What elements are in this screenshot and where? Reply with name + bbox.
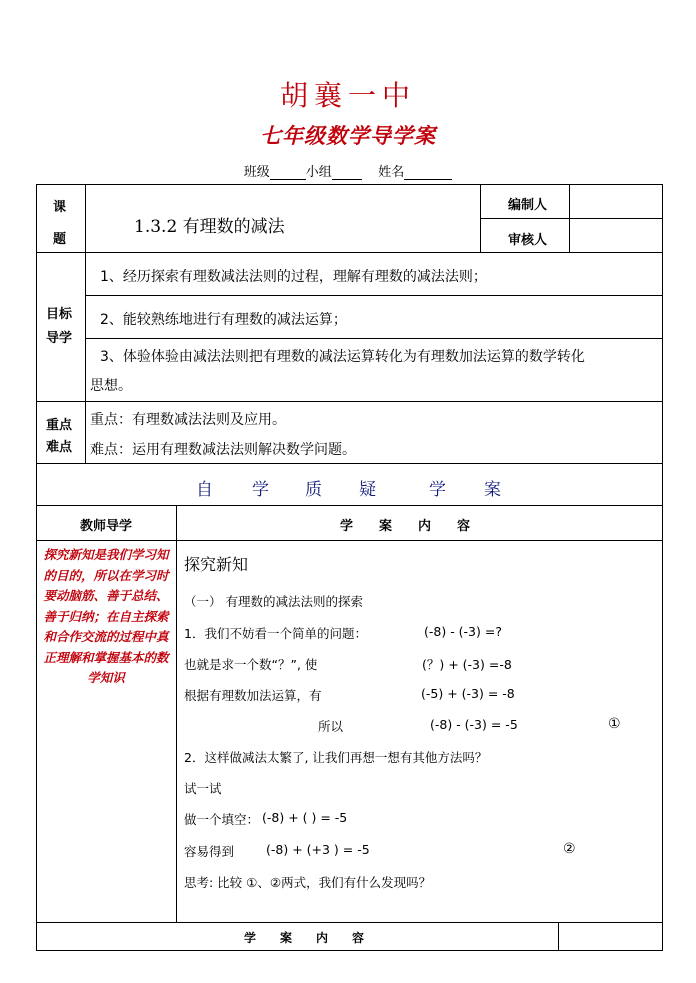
line-2-text: 也就是求一个数“？”, 使	[184, 657, 318, 672]
banner-char: 自	[196, 480, 213, 500]
banner-char: 案	[484, 480, 501, 500]
banner-char: 学	[252, 480, 269, 500]
class-info-line	[0, 161, 696, 180]
try-label: 试一试	[184, 781, 222, 796]
goal-item: 2、能较熟练地进行有理数的减法运算；	[100, 312, 347, 328]
line-3-expression: (-5) + (-3) = -8	[421, 686, 515, 701]
editor-label: 编制人	[508, 198, 548, 213]
equation-marker-1: ①	[608, 716, 621, 732]
group-label: 小组	[305, 165, 332, 180]
easy-expression: (-8) + (+3 ) = -5	[266, 842, 370, 857]
difficulty-point: 难点：运用有理数减法法则解决数学问题。	[90, 442, 356, 458]
key-point: 重点：有理数减法法则及应用。	[90, 412, 286, 428]
think-prompt: 思考: 比较 ①、②两式，我们有什么发现吗？	[184, 875, 432, 890]
reviewer-label: 审核人	[508, 233, 548, 248]
goal-item: 1、经历探索有理数减法法则的过程，理解有理数的减法法则；	[100, 269, 487, 285]
question-2: 2．这样做减法太繁了, 让我们再想一想有其他方法吗？	[184, 750, 488, 765]
content-heading: 探究新知	[184, 555, 249, 574]
goal-item-continued: 思想。	[90, 378, 132, 394]
name-blank	[404, 166, 452, 180]
section-title: （一） 有理数的减法法则的探索	[184, 594, 363, 609]
topic-label-2: 题	[53, 232, 67, 247]
school-name: 胡襄一中	[279, 79, 416, 112]
plan-content-header: 学 案 内 容	[340, 519, 471, 534]
key-label-2: 难点	[46, 440, 73, 455]
group-blank	[332, 166, 362, 180]
document-subtitle: 七年级数学导学案	[260, 124, 436, 148]
question-1: 1．我们不妨看一个简单的问题：	[184, 626, 367, 641]
footer-plan-content: 学 案 内 容	[244, 931, 365, 945]
teacher-guide-header: 教师导学	[80, 519, 133, 534]
question-1-expression: (-8) - (-3) =?	[424, 624, 502, 639]
banner-char: 质	[305, 480, 322, 500]
easy-label: 容易得到	[184, 844, 235, 859]
goal-item: 3、体验体验由减法法则把有理数的减法运算转化为有理数加法运算的数学转化	[100, 349, 585, 365]
goals-label-2: 导学	[46, 331, 73, 346]
banner-char: 疑	[359, 480, 376, 500]
equation-marker-2: ②	[563, 841, 576, 857]
goals-label-1: 目标	[46, 307, 73, 322]
name-label: 姓名	[378, 165, 405, 180]
line-3-text: 根据有理数加法运算，有	[184, 688, 322, 703]
class-blank	[270, 166, 306, 180]
topic-label-1: 课	[53, 200, 67, 215]
banner-char: 学	[429, 480, 446, 500]
fill-label: 做一个填空：	[184, 812, 260, 827]
line-4-text: 所以	[318, 719, 344, 734]
topic-title: 1.3.2 有理数的减法	[134, 217, 285, 237]
teacher-note: 探究新知是我们学习知的目的，所以在学习时要动脑筋、善于总结、善于归纳；在自主探索和合作交流的过程中真正理解和掌握基本的数学知识	[43, 547, 169, 685]
class-label: 班级	[243, 165, 270, 180]
line-4-expression: (-8) - (-3) = -5	[430, 717, 518, 732]
line-2-expression: (？) + (-3) =-8	[422, 657, 512, 672]
fill-expression: (-8) + ( ) = -5	[262, 810, 348, 825]
key-label-1: 重点	[46, 418, 73, 433]
